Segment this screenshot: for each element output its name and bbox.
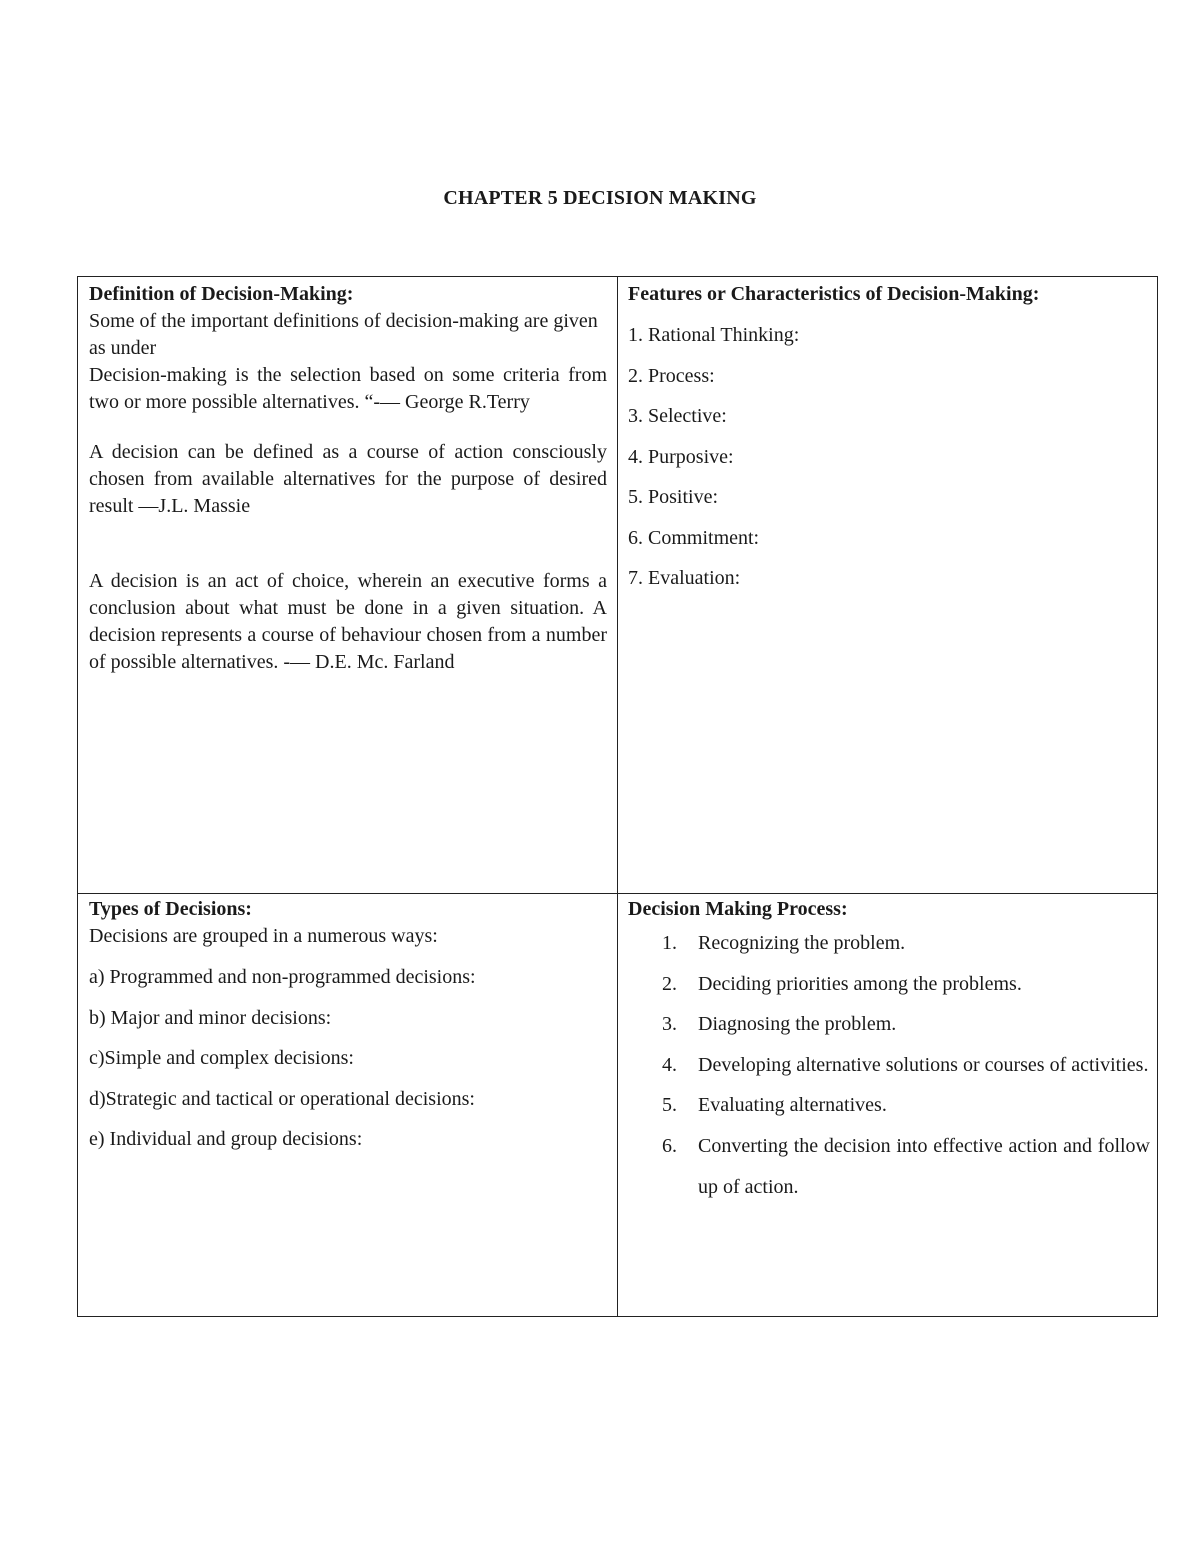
type-item: e) Individual and group decisions:: [89, 1128, 363, 1150]
process-step: [628, 964, 1150, 1005]
types-intro: Decisions are grouped in a numerous ways:: [89, 925, 438, 947]
process-step: [628, 923, 1150, 964]
feature-item: 2. Process:: [628, 364, 715, 387]
feature-item: 1. Rational Thinking:: [628, 324, 800, 346]
step-number: 6.: [662, 1134, 677, 1157]
process-cell: [628, 896, 1150, 1207]
step-text: Developing alternative solutions or courses of activities.: [698, 1053, 1149, 1076]
column-divider: [617, 277, 618, 1316]
step-number: 2.: [662, 972, 677, 995]
process-list: [628, 923, 1150, 1207]
process-step: [628, 1085, 1150, 1126]
definition-heading: Definition of Decision-Making:: [89, 283, 354, 305]
step-text: Recognizing the problem.: [698, 932, 906, 954]
features-list: [628, 322, 1150, 592]
process-step: [628, 1126, 1150, 1207]
row-divider: [78, 893, 1157, 894]
feature-item: 5. Positive:: [628, 486, 719, 508]
type-item: b) Major and minor decisions:: [89, 1006, 332, 1029]
definition-intro: Some of the important definitions of decision-making are given as under: [89, 310, 598, 359]
step-text: Converting the decision into effective action and follow up of action.: [698, 1134, 1150, 1198]
step-text: Deciding priorities among the problems.: [698, 972, 1022, 995]
types-list: [89, 964, 607, 1153]
types-cell: [89, 896, 607, 1167]
feature-item: 3. Selective:: [628, 405, 727, 427]
definition-quote-farland: A decision is an act of choice, wherein an executive forms a conclusion about what must be done in a given situation. A decision represents a course of behaviour chosen from a number of possible alternatives. -— D.E. Mc. Farland: [89, 570, 607, 673]
page-title: CHAPTER 5 DECISION MAKING: [443, 187, 757, 209]
type-item: a) Programmed and non-programmed decisions:: [89, 966, 476, 988]
types-heading: Types of Decisions:: [89, 898, 252, 920]
step-number: 1.: [662, 932, 677, 954]
process-heading: Decision Making Process:: [628, 898, 848, 920]
features-heading: Features or Characteristics of Decision-Making:: [628, 283, 1040, 305]
process-step: [628, 1045, 1150, 1086]
process-step: [628, 1004, 1150, 1045]
content-table: [77, 276, 1158, 1317]
feature-item: 7. Evaluation:: [628, 567, 741, 589]
step-number: 3.: [662, 1013, 677, 1036]
feature-item: 4. Purposive:: [628, 445, 734, 468]
definition-quote-terry: Decision-making is the selection based on some criteria from two or more possible alternatives. “-— George R.Terry: [89, 364, 607, 413]
definition-cell: [89, 281, 607, 676]
step-text: Diagnosing the problem.: [698, 1013, 897, 1036]
step-text: Evaluating alternatives.: [698, 1094, 887, 1117]
step-number: 4.: [662, 1053, 677, 1076]
features-cell: [628, 281, 1150, 606]
type-item: c)Simple and complex decisions:: [89, 1047, 354, 1069]
feature-item: 6. Commitment:: [628, 526, 760, 549]
type-item: d)Strategic and tactical or operational decisions:: [89, 1087, 475, 1110]
definition-quote-massie: A decision can be defined as a course of action consciously chosen from available alternatives for the purpose of desired result —J.L. Massie: [89, 441, 607, 517]
step-number: 5.: [662, 1094, 677, 1117]
